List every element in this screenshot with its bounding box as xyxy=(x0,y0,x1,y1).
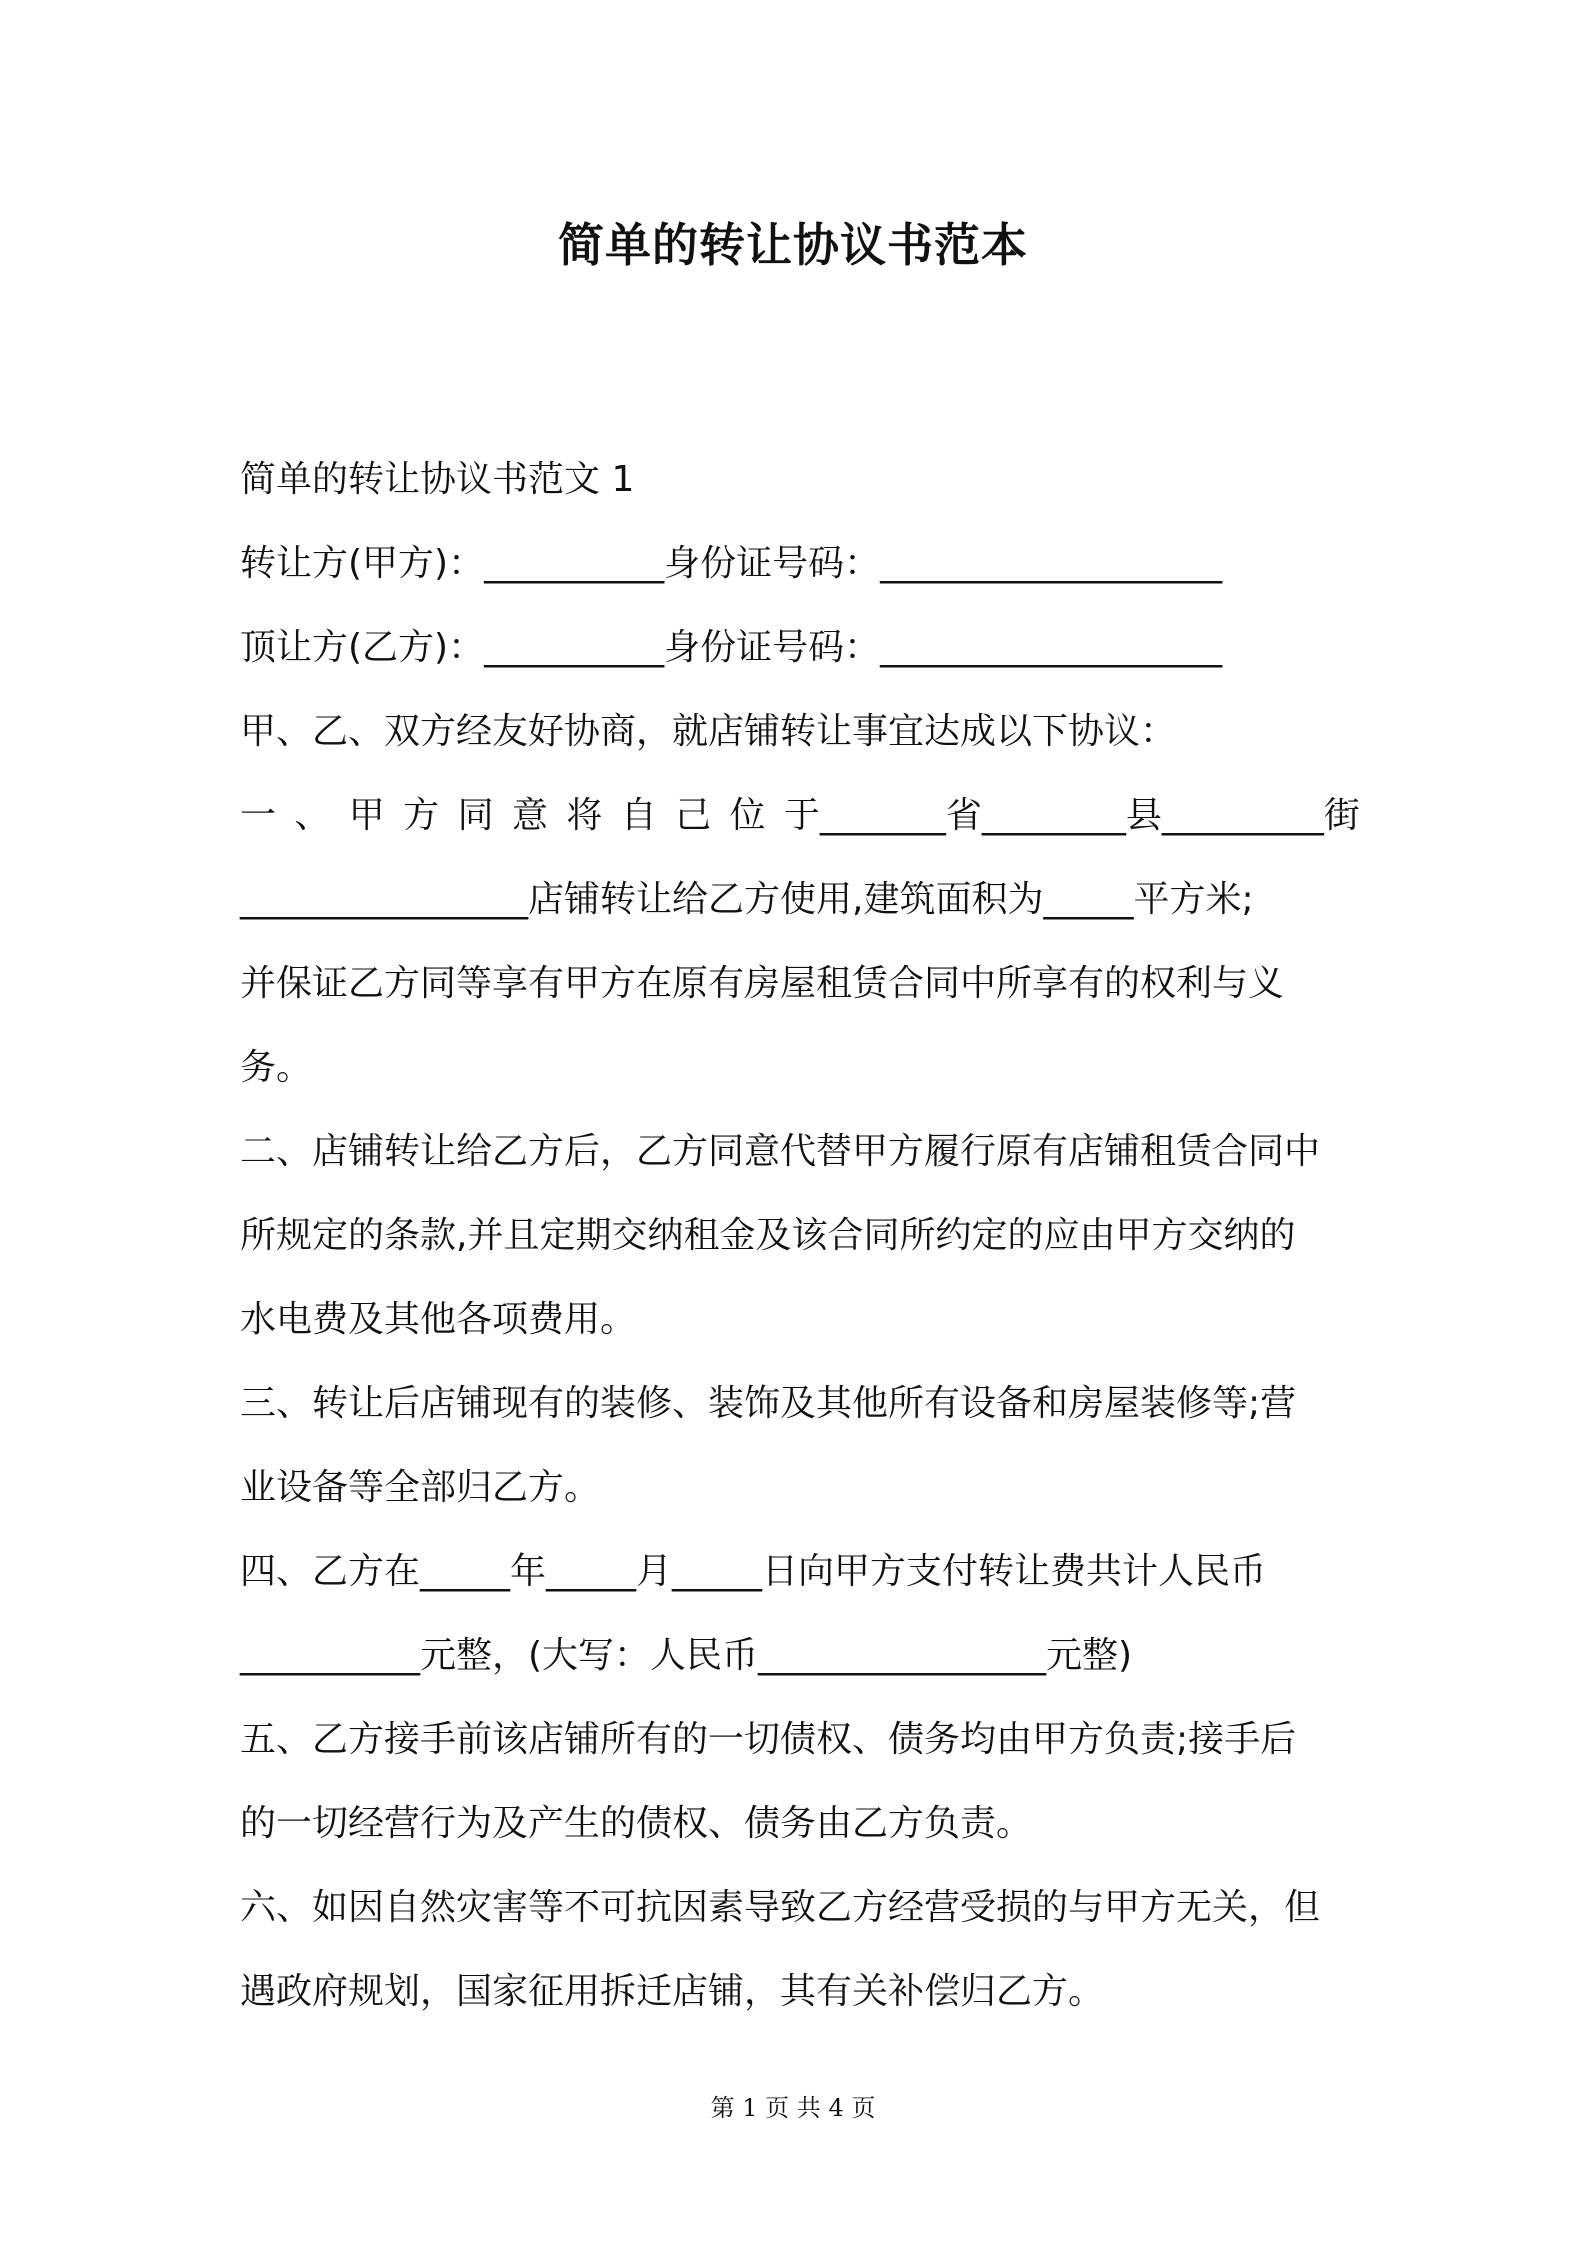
clause-1-part-4: 方 xyxy=(403,795,440,836)
clause-5-line-1: 五、乙方接手前该店铺所有的一切债权、债务均由甲方负责;接手后 xyxy=(240,1719,1297,1760)
clause-1-part-8: 自 xyxy=(620,795,657,836)
clause-1-part-7: 将 xyxy=(566,795,603,836)
clause-1-line-4: 务。 xyxy=(240,1047,313,1088)
clause-6-line-2: 遇政府规划，国家征用拆迁店铺，其有关补偿归乙方。 xyxy=(240,1971,1105,2012)
clause-1-part-11: 于_______省________县_________街 xyxy=(783,795,1360,836)
clause-3-line-2: 业设备等全部归乙方。 xyxy=(240,1467,601,1508)
clause-4-line-1: 四、乙方在_____年_____月_____日向甲方支付转让费共计人民币 xyxy=(240,1551,1267,1592)
clause-1-line-2: ________________店铺转让给乙方使用,建筑面积为_____平方米; xyxy=(240,879,1254,920)
transferee-line: 顶让方(乙方)：__________身份证号码：___________________ xyxy=(240,627,1223,668)
agreement-intro: 甲、乙、双方经友好协商，就店铺转让事宜达成以下协议： xyxy=(240,711,1177,752)
clause-6-line-1: 六、如因自然灾害等不可抗因素导致乙方经营受损的与甲方无关，但 xyxy=(240,1887,1321,1928)
section-heading: 简单的转让协议书范文 1 xyxy=(240,459,635,500)
clause-1-part-10: 位 xyxy=(729,795,766,836)
document-title: 简单的转让协议书范本 xyxy=(558,218,1028,272)
clause-1-line-1 xyxy=(240,792,1360,840)
clause-1-part-2: 、 xyxy=(294,795,331,836)
page-number-footer: 第 1 页 共 4 页 xyxy=(710,2094,876,2122)
clause-1-part-1: 一 xyxy=(240,795,277,836)
clause-2-line-3: 水电费及其他各项费用。 xyxy=(240,1299,637,1340)
clause-2-line-1: 二、店铺转让给乙方后，乙方同意代替甲方履行原有店铺租赁合同中 xyxy=(240,1131,1321,1172)
clause-1-line-3: 并保证乙方同等享有甲方在原有房屋租赁合同中所享有的权利与义 xyxy=(240,963,1285,1004)
clause-1-part-6: 意 xyxy=(511,795,548,836)
clause-4-line-2: __________元整，(大写：人民币________________元整) xyxy=(240,1635,1133,1676)
clause-3-line-1: 三、转让后店铺现有的装修、装饰及其他所有设备和房屋装修等;营 xyxy=(240,1383,1297,1424)
clause-1-part-9: 己 xyxy=(675,795,712,836)
clause-2-line-2: 所规定的条款,并且定期交纳租金及该合同所约定的应由甲方交纳的 xyxy=(240,1215,1296,1256)
clause-5-line-2: 的一切经营行为及产生的债权、债务由乙方负责。 xyxy=(240,1803,1033,1844)
clause-1-part-5: 同 xyxy=(457,795,494,836)
clause-1-part-3: 甲 xyxy=(348,795,385,836)
transferor-line: 转让方(甲方)：__________身份证号码：___________________ xyxy=(240,543,1223,584)
